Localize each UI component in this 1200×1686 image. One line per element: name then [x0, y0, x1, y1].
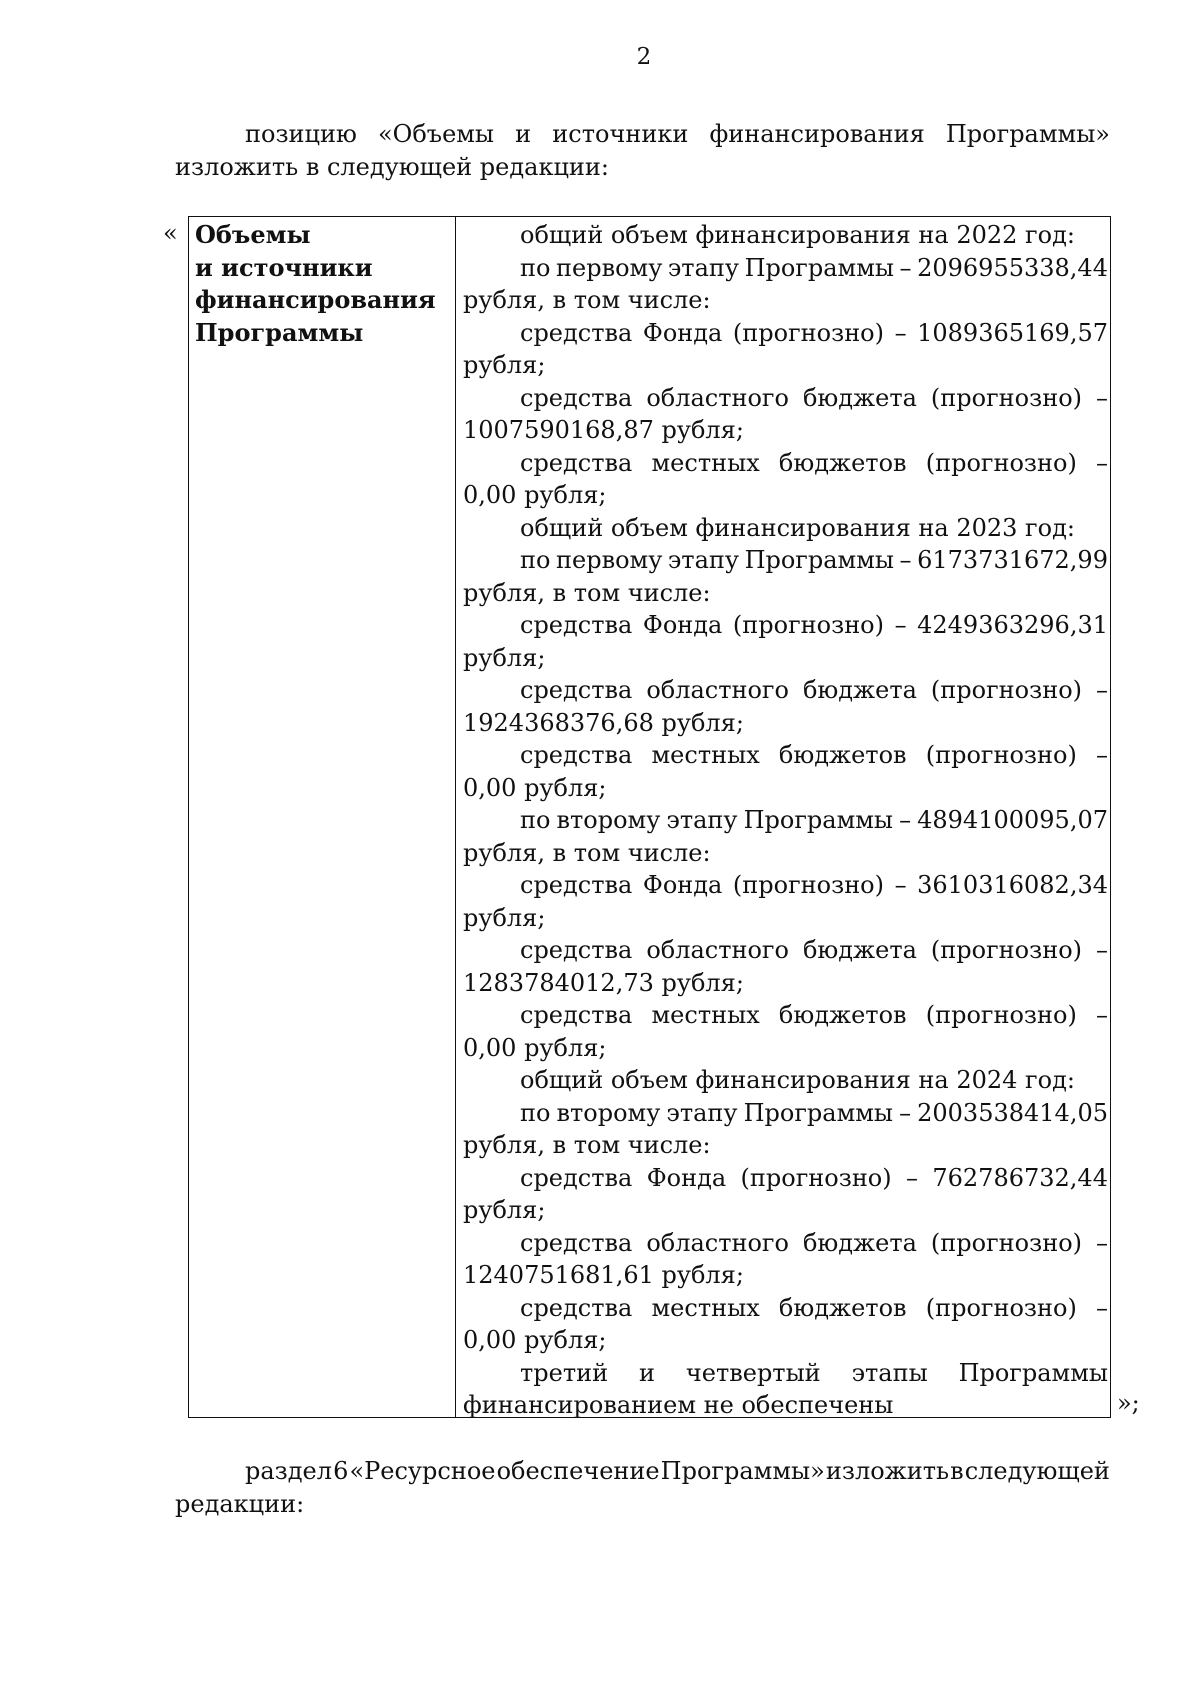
table-text-line [463, 1357, 1108, 1390]
table-text-line: рубля; [463, 351, 546, 379]
table-word: – [899, 546, 912, 574]
table-word: (прогнозно) [925, 448, 1077, 477]
table-text-line: общий объем финансирования на 2024 год: [520, 1066, 1075, 1094]
table-text-line: 1240751681,61 рубля; [463, 1261, 744, 1289]
left-cell-line: и источники [195, 252, 373, 282]
table-text-line [463, 382, 1108, 415]
table-word: этапы [851, 1358, 928, 1387]
intro-word: «Объемы [377, 120, 495, 148]
outro-word: «Ресурсное [349, 1457, 496, 1485]
table-word: средства [520, 383, 633, 412]
table-word: второму [556, 806, 661, 834]
outro-word: Программы» [660, 1457, 825, 1485]
table-word: (прогнозно) [732, 611, 884, 639]
intro-word: и [515, 120, 532, 148]
table-word: – [1095, 1001, 1108, 1029]
intro-paragraph [175, 118, 1110, 184]
table-text-line: 0,00 рубля; [463, 1033, 607, 1062]
intro-word: источники [552, 120, 689, 148]
table-text-line: 1924368376,68 рубля; [463, 708, 744, 737]
table-word: второму [556, 1098, 661, 1127]
table-word: третий [520, 1358, 609, 1387]
table-text-line: рубля, в том числе: [463, 1131, 711, 1159]
table-word: первому [556, 546, 663, 574]
table-text-line: 1283784012,73 рубля; [463, 968, 744, 997]
table-word: (прогнозно) [925, 1001, 1077, 1029]
outro-second-line: редакции: [175, 1490, 305, 1518]
table-text-line [463, 317, 1108, 350]
table-word: (прогнозно) [930, 676, 1083, 704]
table-word: Программы [744, 253, 894, 282]
table-word: областного [646, 676, 789, 704]
table-word: бюджетов [778, 448, 907, 477]
table-word: бюджета [802, 383, 917, 412]
table-word: средства [520, 741, 633, 769]
table-word: (прогнозно) [740, 1163, 892, 1192]
table-column-divider [455, 217, 456, 1417]
table-text-line: 0,00 рубля; [463, 773, 607, 802]
left-cell-line: финансирования [195, 285, 436, 314]
table-word: 2003538414,05 [917, 1098, 1108, 1127]
closing-quote: »; [1117, 1389, 1140, 1417]
table-text-line [463, 674, 1108, 707]
table-word: первому [556, 253, 663, 282]
table-word: 2096955338,44 [917, 253, 1108, 282]
intro-first-line [175, 118, 1110, 151]
outro-word: изложить [825, 1457, 950, 1485]
table-word: Программы [743, 1098, 894, 1127]
table-right-cell [463, 219, 1108, 1422]
table-word: Программы [743, 806, 894, 834]
table-text-line: рубля; [463, 1196, 546, 1224]
left-cell-line: Программы [195, 317, 364, 347]
table-text-line: 0,00 рубля; [463, 481, 607, 509]
outro-first-line [175, 1455, 1110, 1488]
table-left-cell [195, 219, 450, 349]
outro-word: следующей [964, 1457, 1110, 1485]
table-word: 6173731672,99 [917, 546, 1108, 574]
table-word: средства [520, 1163, 633, 1192]
table-text-line [463, 999, 1108, 1032]
table-word: – [899, 806, 912, 834]
table-word: областного [646, 383, 789, 412]
table-word: Программы [958, 1358, 1108, 1387]
intro-word: финансирования [709, 120, 925, 148]
table-word: средства [520, 611, 633, 639]
table-word: средства [520, 1001, 633, 1029]
outro-word: 6 [333, 1457, 349, 1485]
page-number: 2 [636, 44, 652, 70]
table-text-line [463, 804, 1108, 837]
table-word: 1089365169,57 [917, 318, 1108, 347]
table-word: 4894100095,07 [917, 806, 1108, 834]
table-text-line: рубля, в том числе: [463, 286, 711, 314]
table-word: – [1096, 383, 1108, 412]
table-word: бюджета [802, 936, 917, 964]
table-word: местных [651, 741, 760, 769]
table-text-line: 0,00 рубля; [463, 1326, 607, 1354]
intro-word: позицию [245, 120, 357, 148]
table-word: – [1096, 1228, 1108, 1257]
table-text-line [463, 1292, 1108, 1325]
table-word: 3610316082,34 [917, 871, 1108, 899]
table-text-line [463, 447, 1108, 480]
table-word: (прогнозно) [732, 871, 884, 899]
table-word: Программы [744, 546, 894, 574]
table-word: по [520, 546, 551, 574]
outro-word: в [950, 1457, 964, 1485]
table-word: Фонда [646, 1163, 727, 1192]
table-word: (прогнозно) [930, 383, 1083, 412]
table-word: – [1096, 676, 1108, 704]
opening-quote: « [163, 219, 178, 247]
table-word: средства [520, 936, 633, 964]
table-word: Фонда [642, 611, 723, 639]
table-word: 762786732,44 [932, 1163, 1108, 1192]
table-word: – [899, 253, 912, 282]
table-word: – [1095, 741, 1108, 769]
intro-second-line: изложить в следующей редакции: [175, 153, 609, 181]
table-word: средства [520, 448, 633, 477]
table-word: этапу [667, 546, 740, 574]
table-word: этапу [667, 253, 740, 282]
table-text-line: 1007590168,87 рубля; [463, 416, 744, 444]
table-text-line: финансированием не обеспечены [463, 1391, 894, 1419]
table-word: и [639, 1358, 655, 1387]
table-word: по [520, 806, 551, 834]
table-word: – [1095, 1293, 1108, 1322]
table-word: местных [651, 1001, 760, 1029]
table-text-line [463, 252, 1108, 285]
table-text-line: рубля; [463, 643, 546, 672]
table-word: – [1095, 448, 1108, 477]
table-word: бюджетов [778, 1293, 907, 1322]
table-word: по [520, 253, 551, 282]
table-word: областного [646, 936, 789, 964]
table-word: Фонда [642, 318, 723, 347]
table-word: (прогнозно) [930, 1228, 1083, 1257]
table-word: средства [520, 676, 633, 704]
table-word: Фонда [642, 871, 723, 899]
table-word: четвертый [685, 1358, 821, 1387]
table-word: (прогнозно) [930, 936, 1083, 964]
table-word: средства [520, 871, 633, 899]
table-word: средства [520, 1293, 633, 1322]
table-text-line: общий объем финансирования на 2023 год: [520, 513, 1075, 542]
table-text-line [463, 1227, 1108, 1260]
table-word: – [906, 1163, 918, 1192]
left-cell-line: Объемы [195, 220, 311, 249]
table-text-line [463, 1097, 1108, 1130]
table-text-line [463, 1162, 1108, 1195]
table-text-line: рубля; [463, 903, 546, 932]
table-text-line: рубля, в том числе: [463, 838, 711, 867]
table-word: бюджетов [778, 1001, 907, 1029]
table-word: этапу [666, 1098, 738, 1127]
table-word: – [899, 1098, 912, 1127]
table-word: – [894, 611, 907, 639]
table-word: – [894, 318, 907, 347]
table-text-line [463, 739, 1108, 772]
table-word: местных [651, 1293, 760, 1322]
table-word: (прогнозно) [925, 741, 1077, 769]
table-word: (прогнозно) [732, 318, 884, 347]
outro-word: раздел [245, 1457, 332, 1485]
table-text-line: рубля, в том числе: [463, 578, 711, 607]
intro-word: Программы» [945, 120, 1110, 148]
table-word: областного [646, 1228, 789, 1257]
table-word: – [894, 871, 907, 899]
table-text-line: общий объем финансирования на 2022 год: [520, 221, 1075, 249]
table-text-line [463, 544, 1108, 577]
table-word: средства [520, 1228, 633, 1257]
table-word: по [520, 1098, 551, 1127]
table-word: этапу [666, 806, 738, 834]
table-word: 4249363296,31 [917, 611, 1108, 639]
table-word: бюджета [802, 676, 917, 704]
table-text-line [463, 609, 1108, 642]
table-text-line [463, 869, 1108, 902]
table-word: (прогнозно) [925, 1293, 1077, 1322]
outro-word: обеспечение [496, 1457, 660, 1485]
table-text-line [463, 934, 1108, 967]
outro-paragraph [175, 1455, 1110, 1521]
table-word: бюджетов [778, 741, 907, 769]
table-word: местных [651, 448, 760, 477]
table-word: бюджета [802, 1228, 917, 1257]
table-word: средства [520, 318, 633, 347]
table-word: – [1096, 936, 1108, 964]
